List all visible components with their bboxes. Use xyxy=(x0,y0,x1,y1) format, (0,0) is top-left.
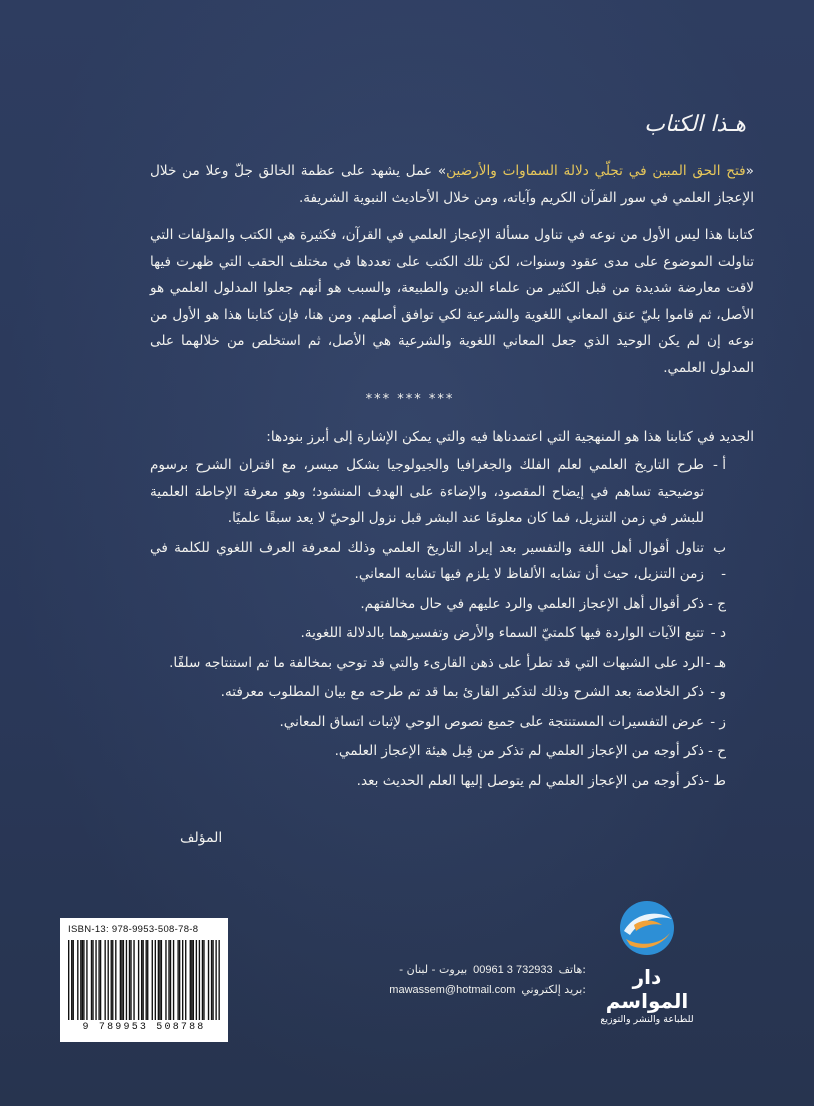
barcode-bar xyxy=(196,940,197,1020)
item-text: ذكر أوجه من الإعجاز العلمي لم تذكر من قِبل هيئة الإعجاز العلمي. xyxy=(334,743,704,759)
separator: *** *** *** xyxy=(365,392,455,407)
list-item xyxy=(150,591,726,618)
item-mark: ج - xyxy=(707,595,726,612)
barcode-bar xyxy=(83,940,84,1020)
barcode-bar xyxy=(173,940,174,1020)
barcode-bar xyxy=(179,940,180,1020)
barcode-bar xyxy=(159,940,160,1020)
barcode-bar xyxy=(191,940,192,1020)
barcode-digits: 9 789953 508788 xyxy=(82,1022,206,1033)
item-mark: ب - xyxy=(713,539,726,582)
barcode-bar xyxy=(82,940,83,1020)
section-heading: هـذا الكتاب xyxy=(644,112,746,137)
methodology-list xyxy=(150,452,726,797)
author-signature: المؤلف xyxy=(180,830,223,846)
barcode-bar xyxy=(155,940,156,1020)
barcode-bar xyxy=(86,940,87,1020)
barcode-bar xyxy=(147,940,148,1020)
email-label: بريد إلكتروني: xyxy=(521,983,586,996)
item-text: ذكر الخلاصة بعد الشرح وذلك لتذكير القارئ بما قد تم طرحه مع بيان المطلوب معرفته. xyxy=(220,684,704,700)
list-item xyxy=(150,768,726,795)
barcode-bar xyxy=(218,940,219,1020)
barcode-bar xyxy=(138,940,139,1020)
barcode-bar xyxy=(170,940,171,1020)
item-mark: ز - xyxy=(710,713,726,730)
barcode-bar xyxy=(80,940,81,1020)
barcode-bar xyxy=(211,940,212,1020)
barcode-bar xyxy=(104,940,105,1020)
barcode-bar xyxy=(68,940,69,1020)
barcode-bar xyxy=(129,940,130,1020)
item-text: ذكر أقوال أهل الإعجاز العلمي والرد عليهم في حال مخالفتهم. xyxy=(360,595,704,612)
barcode-bar xyxy=(123,940,124,1020)
list-item xyxy=(150,452,726,532)
item-mark: ط - xyxy=(704,772,726,789)
publisher-name: دار المواسم xyxy=(605,965,689,1013)
barcode-bar xyxy=(121,940,122,1020)
barcode-bar xyxy=(185,940,186,1020)
book-title: فتح الحق المبين في تجلّي دلالة السماوات والأرضين xyxy=(446,163,746,179)
barcode-bar xyxy=(112,940,113,1020)
intro-text: » عمل يشهد على عظمة الخالق جلّ وعلا من خلال الإعجاز العلمي في سور القرآن الكريم وآياته، ومن خلال الأحاديث النبوية الشريفة. xyxy=(150,163,754,206)
barcode-bar xyxy=(71,940,72,1020)
phone-line xyxy=(286,960,586,980)
barcode-bar xyxy=(158,940,159,1020)
barcode-bar xyxy=(193,940,194,1020)
barcode-bar xyxy=(115,940,116,1020)
publisher-block xyxy=(592,895,702,1027)
barcode-bar xyxy=(208,940,209,1020)
barcode-bar xyxy=(141,940,142,1020)
barcode-bar xyxy=(168,940,169,1020)
city-text: - بيروت - لبنان xyxy=(399,963,468,976)
barcode-bar xyxy=(73,940,74,1020)
item-text: ذكر أوجه من الإعجاز العلمي لم يتوصل إليها العلم الحديث بعد. xyxy=(356,772,704,789)
barcode-bar xyxy=(92,940,93,1020)
methodology-lead: الجديد في كتابنا هذا هو المنهجية التي اعتمدناها فيه والتي يمكن الإشارة إلى أبرز بنودها: xyxy=(266,429,754,445)
email-line xyxy=(286,980,586,1000)
quote-open: « xyxy=(745,163,754,179)
publisher-subtitle: للطباعة والنشر والتوزيع xyxy=(600,1014,694,1025)
publisher-contact xyxy=(286,960,586,1000)
barcode-bar xyxy=(130,940,131,1020)
barcode-bar xyxy=(108,940,109,1020)
barcode-bar xyxy=(146,940,147,1020)
barcode-bar xyxy=(126,940,127,1020)
isbn-number: ISBN-13: 978-9953-508-78-8 xyxy=(68,924,199,935)
barcode-bar xyxy=(215,940,216,1020)
list-item xyxy=(150,535,726,588)
intro-paragraph xyxy=(150,158,754,211)
item-text: تناول أقوال أهل اللغة والتفسير بعد إيراد التاريخ العلمي وذلك لمعرفة العرف اللغوي للكلمة في زمن التنزيل، حيث أن تشابه الألفاظ لا يلزم فيها تشابه المعاني. xyxy=(150,539,704,582)
item-mark: أ - xyxy=(712,457,726,473)
barcode-bar xyxy=(142,940,143,1020)
item-mark: و - xyxy=(710,684,726,700)
item-text: تتبع الآيات الواردة فيها كلمتيّ السماء والأرض وتفسيرهما بالدلالة اللغوية. xyxy=(300,625,704,641)
barcode-bar xyxy=(133,940,134,1020)
barcode-bars xyxy=(68,940,220,1020)
barcode-bar xyxy=(202,940,203,1020)
barcode-bar xyxy=(98,940,99,1020)
barcode-bar xyxy=(77,940,78,1020)
list-item xyxy=(150,709,726,736)
barcode-bar xyxy=(165,940,166,1020)
barcode-bar xyxy=(177,940,178,1020)
barcode-bar xyxy=(95,940,96,1020)
email-address: mawassem@hotmail.com xyxy=(389,984,516,996)
item-mark: هـ - xyxy=(705,654,726,671)
item-mark: د - xyxy=(710,625,726,641)
phone-label: هاتف: xyxy=(558,963,586,976)
barcode-bar xyxy=(152,940,153,1020)
isbn-barcode xyxy=(60,918,228,1042)
barcode-bar xyxy=(111,940,112,1020)
barcode-bar xyxy=(161,940,162,1020)
description-paragraph: كتابنا هذا ليس الأول من نوعه في تناول مسألة الإعجاز العلمي في القرآن، فكثيرة هي الكتب والمؤلفات التي تناولت الموضوع على مدى عقود وسنوات، لكن تلك الكتب على تعددها في مختلف الحقب التي ظهرت فيها لاقت معارضة شديدة من قبل الكثير من علماء الدين والطبيعة، والسبب هو أنهم جعلوا المدلول العلمي هو الأصل، ثم قاموا بليّ عنق المعاني اللغوية والشرعية لكي توافق أصلهم. ومن هنا، فإن كتابنا هذا هو الأول من نوعه إن لم يكن الوحيد الذي جعل المعاني اللغوية والشرعية هي الأصل، ثم استخلص من خلالهما على المدلول العلمي. xyxy=(150,227,754,376)
list-item xyxy=(150,679,726,706)
barcode-bar xyxy=(199,940,200,1020)
barcode-bar xyxy=(212,940,213,1020)
list-item xyxy=(150,738,726,765)
item-text: الرد على الشبهات التي قد تطرأ على ذهن القارىء والتي قد توحي بمخالفة ما تم استنتاجه سلفًا. xyxy=(169,654,704,671)
barcode-bar xyxy=(190,940,191,1020)
barcode-bar xyxy=(203,940,204,1020)
barcode-bar xyxy=(182,940,183,1020)
item-text: طرح التاريخ العلمي لعلم الفلك والجغرافيا والجيولوجيا بشكل ميسر، مع اقتران الشرح برسوم توضيحية تساهم في إيضاح المقصود، والإضاءة على الهدف المنشود؛ وهو معرفة الإحاطة العلمية للبشر في زمن التنزيل، فما كان معلومًا عند البشر قبل نزول الوحيّ لا يعد سبقًا علميًا. xyxy=(150,457,704,526)
list-item xyxy=(150,620,726,647)
publisher-logo-icon xyxy=(612,895,682,961)
list-item xyxy=(150,650,726,677)
barcode-bar xyxy=(91,940,92,1020)
barcode-bar xyxy=(100,940,101,1020)
item-mark: ح - xyxy=(707,743,726,759)
barcode-bar xyxy=(120,940,121,1020)
phone-number: 00961 3 732933 xyxy=(473,964,553,976)
item-text: عرض التفسيرات المستنتجة على جميع نصوص الوحي لإثبات اتساق المعاني. xyxy=(279,713,704,730)
